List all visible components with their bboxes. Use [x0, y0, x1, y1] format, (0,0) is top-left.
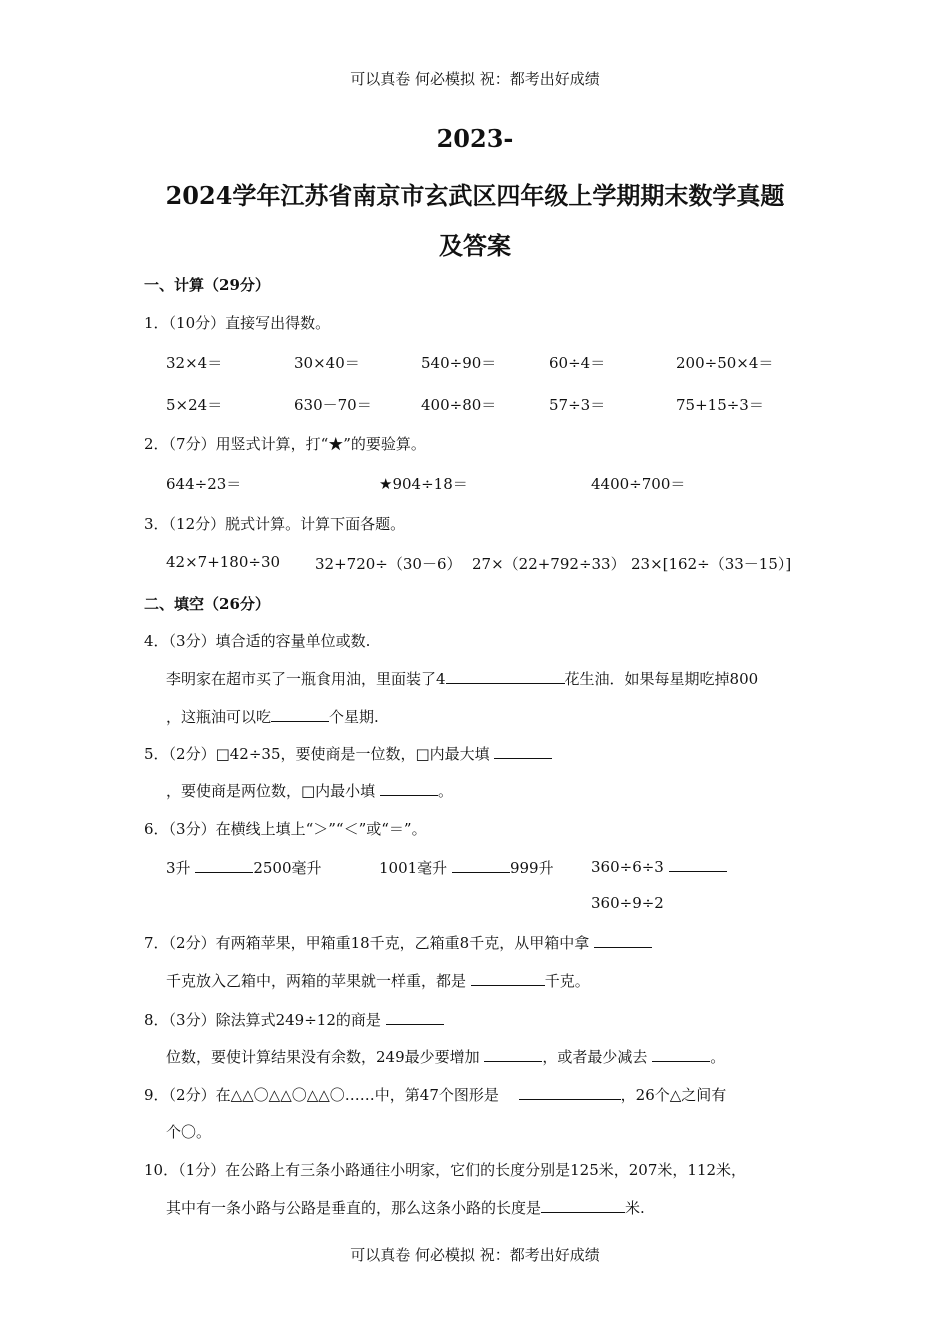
q1-item: 32×4＝	[166, 354, 223, 372]
q5-line-1	[144, 743, 552, 764]
q8-blank-subtract[interactable]	[652, 1047, 710, 1062]
q4-stem: 4．（3分）填合适的容量单位或数.	[144, 632, 371, 650]
q4-blank-weeks[interactable]	[271, 707, 329, 722]
q6-blank-a[interactable]	[195, 858, 253, 873]
q7-line-2	[166, 970, 590, 991]
title-line-3: 及答案	[439, 231, 511, 260]
q10-text: 米.	[625, 1199, 645, 1217]
q9-blank-shape[interactable]	[519, 1085, 621, 1100]
q3-item: 27×（22+792÷33）	[472, 555, 626, 573]
q1-item: 540÷90＝	[421, 354, 497, 372]
q9-text: ，26个△之间有	[620, 1086, 727, 1104]
q10-line-2	[166, 1197, 645, 1218]
q4-text: ，这瓶油可以吃	[166, 708, 272, 726]
q3-stem: 3．（12分）脱式计算。计算下面各题。	[144, 515, 406, 533]
q1-item: 200÷50×4＝	[676, 354, 774, 372]
q6-item-a	[166, 857, 322, 878]
q1-item: 75+15÷3＝	[676, 396, 764, 414]
q6-text: 3升	[166, 859, 191, 877]
q7-text: 7．（2分）有两箱苹果，甲箱重18千克，乙箱重8千克，从甲箱中拿	[144, 934, 590, 952]
q9-line-2: 个〇。	[166, 1123, 212, 1141]
q7-blank-weight[interactable]	[471, 971, 545, 986]
q4-text: 李明家在超市买了一瓶食用油，里面装了4	[166, 670, 446, 688]
q4-text: 花生油．如果每星期吃掉800	[564, 670, 759, 688]
q3-item: 32+720÷（30－6）	[315, 555, 462, 573]
page-footer: 可以真卷 何必模拟 祝：都考出好成绩	[350, 1246, 600, 1264]
q8-text: 8．（3分）除法算式249÷12的商是	[144, 1011, 381, 1029]
q5-blank-min[interactable]	[380, 781, 438, 796]
q8-line-2	[166, 1046, 725, 1067]
q4-line-1	[166, 668, 758, 689]
q6-blank-c[interactable]	[669, 857, 727, 872]
q6-text: 999升	[509, 859, 554, 877]
q1-item: 57÷3＝	[549, 396, 606, 414]
q5-text: ，要使商是两位数，□内最小填	[166, 782, 376, 800]
q6-item-c	[591, 857, 727, 876]
q8-text: 位数，要使计算结果没有余数，249最少要增加	[166, 1048, 480, 1066]
q5-blank-max[interactable]	[494, 744, 552, 759]
q6-text: 1001毫升	[379, 859, 448, 877]
q4-line-2	[166, 706, 379, 727]
q7-text: 千克放入乙箱中，两箱的苹果就一样重，都是	[166, 972, 467, 990]
q1-item: 60÷4＝	[549, 354, 606, 372]
q10-blank-length[interactable]	[541, 1198, 625, 1213]
q6-item-b	[379, 857, 554, 878]
title-line-1: 2023-	[436, 124, 514, 153]
q10-line-1: 10．（1分）在公路上有三条小路通往小明家，它们的长度分别是125米，207米，112米，	[144, 1161, 747, 1179]
page-header: 可以真卷 何必模拟 祝：都考出好成绩	[350, 70, 600, 88]
q8-blank-add[interactable]	[484, 1047, 542, 1062]
q2-item: 4400÷700＝	[591, 475, 686, 493]
q4-blank-unit[interactable]	[446, 669, 565, 684]
title-line-2: 2024学年江苏省南京市玄武区四年级上学期期末数学真题	[165, 181, 785, 210]
section-calculation: 一、计算（29分）	[144, 276, 270, 294]
q5-text: 。	[437, 782, 453, 800]
q7-line-1	[144, 932, 652, 953]
q6-text: 2500毫升	[253, 859, 322, 877]
q5-text: 5．（2分）□42÷35，要使商是一位数，□内最大填	[144, 745, 490, 763]
q9-text: 9．（2分）在△△〇△△〇△△〇……中，第47个图形是	[144, 1086, 499, 1104]
q1-item: 5×24＝	[166, 396, 223, 414]
q8-text: ，或者最少减去	[542, 1048, 648, 1066]
q9-line-1	[144, 1084, 726, 1105]
q4-text: 个星期.	[329, 708, 379, 726]
q5-line-2	[166, 780, 453, 801]
q2-stem: 2．（7分）用竖式计算，打“★”的要验算。	[144, 435, 426, 453]
q8-blank-digits[interactable]	[386, 1010, 444, 1025]
q3-item: 42×7+180÷30	[166, 553, 281, 571]
q8-line-1	[144, 1009, 444, 1030]
q10-text: 其中有一条小路与公路是垂直的，那么这条小路的长度是	[166, 1199, 542, 1217]
q1-item: 400÷80＝	[421, 396, 497, 414]
q6-stem: 6．（3分）在横线上填上“＞”“＜”或“＝”。	[144, 820, 427, 838]
q8-text: 。	[710, 1048, 726, 1066]
q6-blank-b[interactable]	[452, 858, 510, 873]
section-fill-blank: 二、填空（26分）	[144, 595, 270, 613]
q2-item: 644÷23＝	[166, 475, 242, 493]
q7-text: 千克。	[544, 972, 590, 990]
q2-item: ★904÷18＝	[379, 475, 468, 493]
q1-stem: 1．（10分）直接写出得数。	[144, 314, 331, 332]
q6-text: 360÷9÷2	[591, 894, 664, 912]
q3-item: 23×[162÷（33－15）]	[631, 555, 792, 573]
q7-blank-take[interactable]	[594, 933, 652, 948]
q1-item: 30×40＝	[294, 354, 360, 372]
q1-item: 630－70＝	[294, 396, 372, 414]
q6-text: 360÷6÷3	[591, 858, 664, 876]
